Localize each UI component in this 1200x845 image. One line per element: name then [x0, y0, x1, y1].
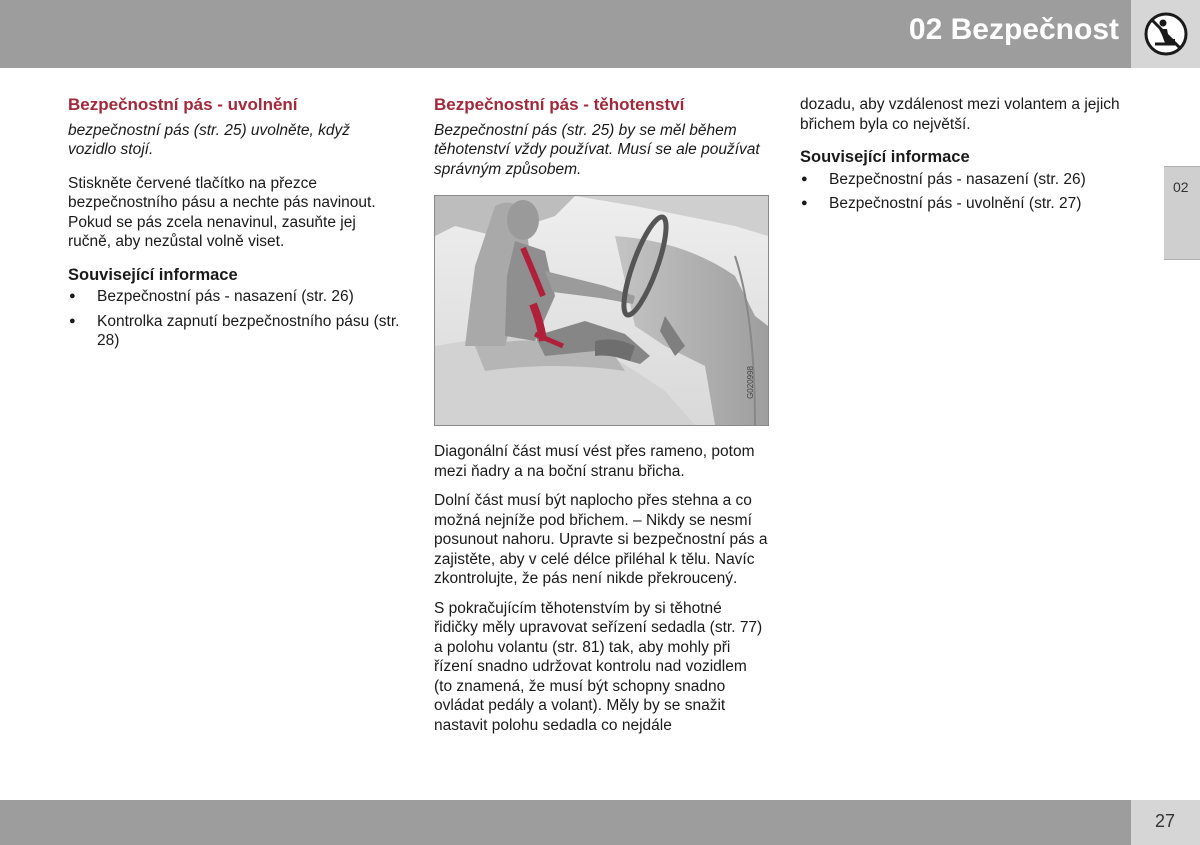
chapter-title: 02 Bezpečnost	[908, 13, 1119, 46]
figure-code: G020998	[745, 366, 755, 399]
related-heading-left: Související informace	[68, 265, 238, 284]
list-item: ● Kontrolka zapnutí bezpečnostního pásu (str. 28)	[68, 312, 400, 351]
car-interior-illustration	[435, 196, 768, 425]
column-middle	[434, 95, 769, 745]
pregnancy-seatbelt-illustration	[434, 195, 769, 426]
footer-bar	[0, 800, 1131, 845]
section-heading-release: Bezpečnostní pás - uvolnění	[68, 95, 298, 114]
related-list-left	[68, 287, 400, 351]
pregnancy-intro: Bezpečnostní pás (str. 25) by se měl během těhotenství vždy používat. Musí se ale používat správným způsobem.	[434, 121, 760, 178]
list-item: ● Bezpečnostní pás - nasazení (str. 26)	[68, 287, 400, 307]
section-heading-pregnancy: Bezpečnostní pás - těhotenství	[434, 95, 685, 114]
related-heading-right: Související informace	[800, 148, 970, 166]
list-item: ● Bezpečnostní pás - uvolnění (str. 27)	[800, 194, 1135, 214]
page-number-box	[1131, 800, 1200, 845]
side-tab-label: 02	[1173, 179, 1189, 195]
page-number: 27	[1155, 811, 1176, 831]
pregnancy-continued: dozadu, aby vzdálenost mezi volantem a jejich břichem byla co největší.	[800, 96, 1120, 133]
pregnancy-paragraph-2: Dolní část musí být naplocho přes stehna a co možná nejníže pod břichem. – Nikdy se nesmí posunout nahoru. Upravte si bezpečnostní pás a zajistěte, aby v celé délce přiléhal k tělu. Navíc zkontrolujte, že pás není nikde překroucený.	[434, 492, 768, 587]
column-right	[800, 95, 1135, 219]
chapter-icon-box	[1131, 0, 1200, 68]
seatbelt-prohibition-icon	[1142, 10, 1190, 58]
release-body: Stiskněte červené tlačítko na přezce bezpečnostního pásu a nechte pás navinout. Pokud se pás zcela nenavinul, zasuňte jej ručně, aby nezůstal volně viset.	[68, 174, 376, 250]
pregnancy-paragraph-3: S pokračujícím těhotenstvím by si těhotné řidičky měly upravovat seřízení sedadla (str. 77) a polohu volantu (str. 81) tak, aby mohly při řízení snadno udržovat kontrolu nad vozidlem (to znamená, že musí být schopny snadno ovládat pedály a volant). Měly by se snažit nastavit polohu sedadla co nejdále	[434, 599, 763, 734]
release-intro: bezpečnostní pás (str. 25) uvolněte, když vozidlo stojí.	[68, 121, 351, 158]
column-left	[68, 95, 400, 356]
list-item: ● Bezpečnostní pás - nasazení (str. 26)	[800, 170, 1135, 190]
related-list-right	[800, 170, 1135, 214]
chapter-side-tab	[1164, 166, 1200, 260]
pregnancy-paragraph-1: Diagonální část musí vést přes rameno, potom mezi ňadry a na boční stranu břicha.	[434, 443, 755, 480]
header-bar	[0, 0, 1131, 68]
